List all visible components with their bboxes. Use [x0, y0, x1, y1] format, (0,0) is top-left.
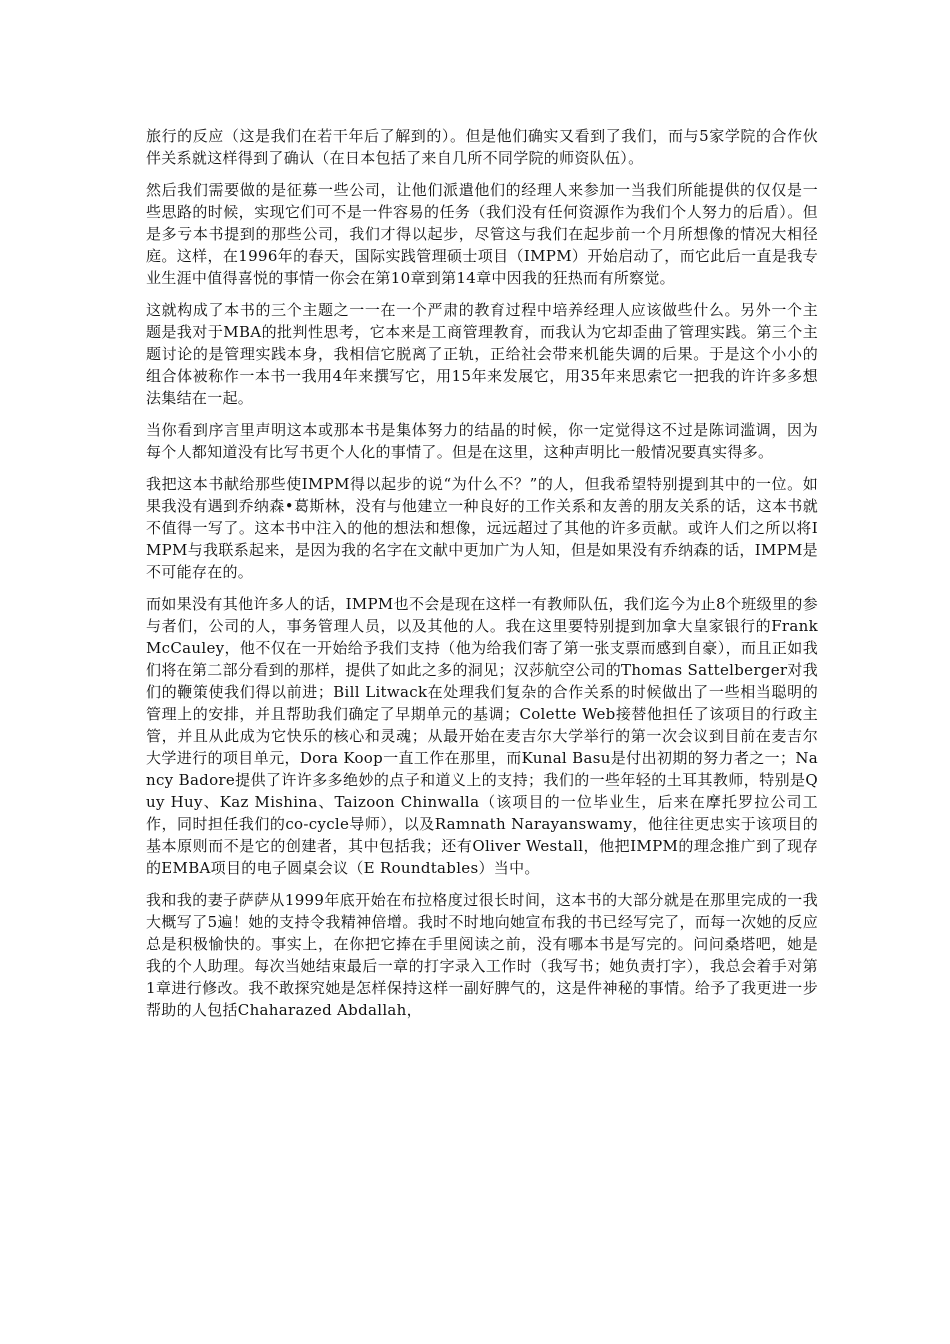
document-body [146, 125, 824, 1031]
paragraph-3: 这就构成了本书的三个主题之一一在一个严肃的教育过程中培养经理人应该做些什么。另外一个主题是我对于MBA的批判性思考，它本来是工商管理教育，而我认为它却歪曲了管理实践。第三个主题讨论的是管理实践本身，我相信它脱离了正轨，正给社会带来机能失调的后果。于是这个小小的组合体被称作一本书一我用4年来撰写它，用15年来发展它，用35年来思索它一把我的许许多多想法集结在一起。 [146, 301, 818, 407]
paragraph-7: 我和我的妻子萨萨从1999年底开始在布拉格度过很长时间，这本书的大部分就是在那里完成的一我大概写了5遍！她的支持令我精神倍增。我时不时地向她宣布我的书已经写完了，而每一次她的反应总是积极愉快的。事实上，在你把它捧在手里阅读之前，没有哪本书是写完的。问问桑塔吧，她是我的个人助理。每次当她结束最后一章的打字录入工作时（我写书；她负责打字），我总会着手对第1章进行修改。我不敢探究她是怎样保持这样一副好脾气的，这是件神秘的事情。给予了我更进一步帮助的人包括Chaharazed Abdallah， [146, 891, 818, 1019]
paragraph-4: 当你看到序言里声明这本或那本书是集体努力的结晶的时候，你一定觉得这不过是陈词滥调，因为每个人都知道没有比写书更个人化的事情了。但是在这里，这种声明比一般情况要真实得多。 [146, 421, 818, 461]
paragraph-1: 旅行的反应（这是我们在若干年后了解到的）。但是他们确实又看到了我们，而与5家学院的合作伙伴关系就这样得到了确认（在日本包括了来自几所不同学院的师资队伍）。 [146, 127, 818, 167]
paragraph-6: 而如果没有其他许多人的话，IMPM也不会是现在这样一有教师队伍，我们迄今为止8个班级里的参与者们，公司的人，事务管理人员，以及其他的人。我在这里要特别提到加拿大皇家银行的Frank McCauley，他不仅在一开始给予我们支持（他为给我们寄了第一张支票而感到自豪），而且正如我们将在第二部分看到的那样，提供了如此之多的洞见；汉莎航空公司的Thomas Sattelberger对我们的鞭策使我们得以前进；Bill Litwack在处理我们复杂的合作关系的时候做出了一些相当聪明的管理上的安排，并且帮助我们确定了早期单元的基调；Colette Web接替他担任了该项目的行政主管，并且从此成为它快乐的核心和灵魂；从最开始在麦吉尔大学举行的第一次会议到目前在麦吉尔大学进行的项目单元，Dora Koop一直工作在那里，而Kunal Basu是付出初期的努力者之一；Nancy Badore提供了许许多多绝妙的点子和道义上的支持；我们的一些年轻的土耳其教师，特别是Quy Huy、Kaz Mishina、Taizoon Chinwalla（该项目的一位毕业生，后来在摩托罗拉公司工作，同时担任我们的co-cycle导师），以及Ramnath Narayanswamy，他往往更忠实于该项目的基本原则而不是它的创建者，其中包括我；还有Oliver Westall，他把IMPM的理念推广到了现存的EMBA项目的电子圆桌会议（E Roundtables）当中。 [146, 595, 824, 877]
paragraph-2: 然后我们需要做的是征募一些公司，让他们派遣他们的经理人来参加一当我们所能提供的仅仅是一些思路的时候，实现它们可不是一件容易的任务（我们没有任何资源作为我们个人努力的后盾）。但是多亏本书提到的那些公司，我们才得以起步，尽管这与我们在起步前一个月所想像的情况大相径庭。这样，在1996年的春天，国际实践管理硕士项目（IMPM）开始启动了，而它此后一直是我专业生涯中值得喜悦的事情一你会在第10章到第14章中因我的狂热而有所察觉。 [146, 181, 818, 287]
paragraph-5: 我把这本书献给那些使IMPM得以起步的说“为什么不？”的人，但我希望特别提到其中的一位。如果我没有遇到乔纳森•葛斯林，没有与他建立一种良好的工作关系和友善的朋友关系的话，这本书就不值得一写了。这本书中注入的他的想法和想像，远远超过了其他的许多贡献。或许人们之所以将IMPM与我联系起来，是因为我的名字在文献中更加广为人知，但是如果没有乔纳森的话，IMPM是不可能存在的。 [146, 475, 818, 581]
